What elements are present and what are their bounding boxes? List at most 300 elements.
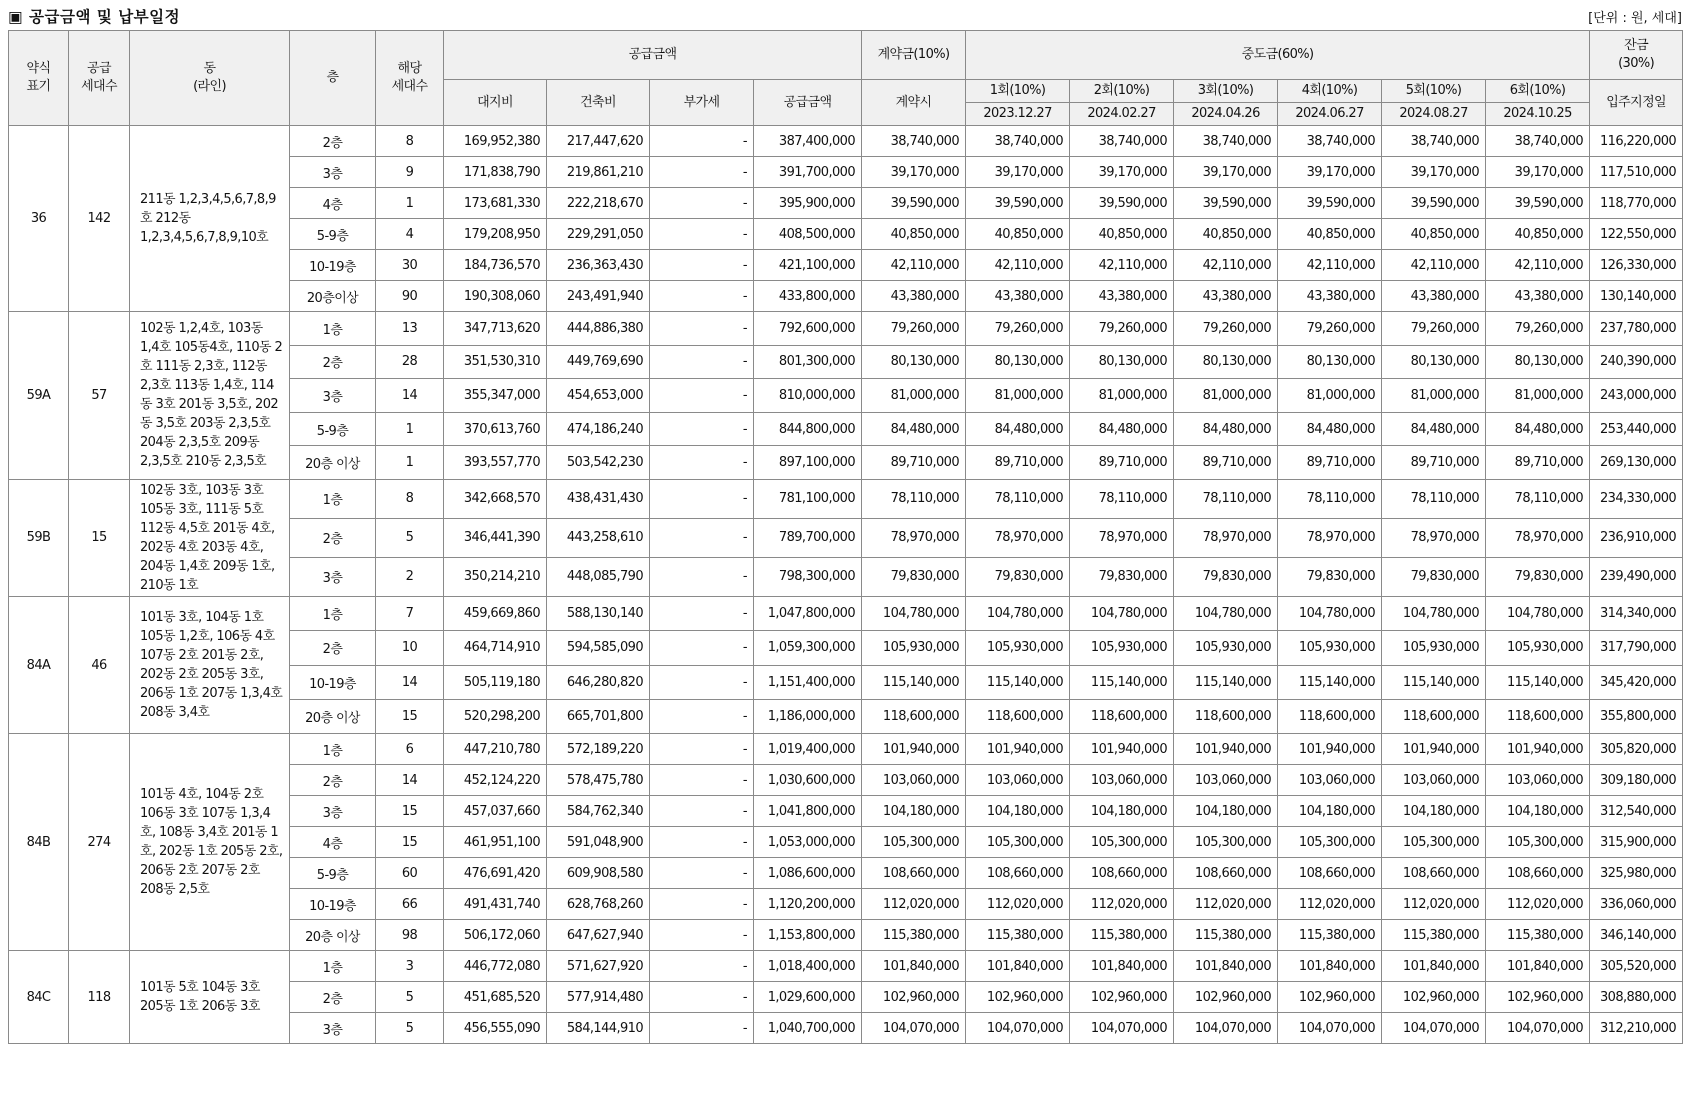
cell-interim-6: 43,380,000 [1486, 281, 1590, 312]
cell-interim-6: 81,000,000 [1486, 379, 1590, 413]
cell-land: 173,681,330 [444, 188, 547, 219]
cell-dong: 102동 3호, 103동 3호 105동 3호, 111동 5호 112동 4,5호 201동 4호, 202동 4호 203동 4호, 204동 1,4호 209동 1호, 210동 1호 [130, 479, 290, 596]
cell-deposit: 84,480,000 [862, 412, 966, 446]
cell-vat: - [650, 250, 754, 281]
col-interim-5-date: 2024.08.27 [1382, 103, 1486, 126]
cell-vat: - [650, 631, 754, 665]
cell-building: 222,218,670 [547, 188, 650, 219]
cell-vat: - [650, 982, 754, 1013]
cell-supply-total: 433,800,000 [754, 281, 862, 312]
cell-building: 584,762,340 [547, 796, 650, 827]
cell-deposit: 78,110,000 [862, 479, 966, 518]
col-interim-6: 6회(10%) [1486, 80, 1590, 103]
cell-floor: 4층 [290, 827, 376, 858]
cell-units: 4 [376, 219, 444, 250]
cell-building: 236,363,430 [547, 250, 650, 281]
cell-deposit: 101,840,000 [862, 951, 966, 982]
cell-land: 447,210,780 [444, 734, 547, 765]
cell-interim-6: 89,710,000 [1486, 446, 1590, 480]
cell-balance: 309,180,000 [1590, 765, 1683, 796]
cell-interim-2: 115,140,000 [1070, 665, 1174, 699]
cell-households: 46 [69, 596, 130, 733]
col-interim: 중도금(60%) [966, 31, 1590, 80]
cell-supply-total: 801,300,000 [754, 345, 862, 379]
cell-units: 6 [376, 734, 444, 765]
cell-interim-2: 84,480,000 [1070, 412, 1174, 446]
cell-deposit: 89,710,000 [862, 446, 966, 480]
cell-interim-2: 115,380,000 [1070, 920, 1174, 951]
cell-interim-2: 104,780,000 [1070, 596, 1174, 630]
cell-interim-3: 84,480,000 [1174, 412, 1278, 446]
cell-land: 461,951,100 [444, 827, 547, 858]
cell-vat: - [650, 1013, 754, 1044]
col-land: 대지비 [444, 80, 547, 126]
cell-interim-2: 39,590,000 [1070, 188, 1174, 219]
cell-interim-4: 104,780,000 [1278, 596, 1382, 630]
cell-deposit: 43,380,000 [862, 281, 966, 312]
cell-interim-3: 105,930,000 [1174, 631, 1278, 665]
cell-interim-4: 104,070,000 [1278, 1013, 1382, 1044]
cell-units: 2 [376, 557, 444, 596]
cell-supply-total: 1,186,000,000 [754, 699, 862, 733]
cell-interim-6: 84,480,000 [1486, 412, 1590, 446]
cell-interim-4: 78,110,000 [1278, 479, 1382, 518]
cell-interim-2: 80,130,000 [1070, 345, 1174, 379]
cell-balance: 253,440,000 [1590, 412, 1683, 446]
col-interim-2-date: 2024.02.27 [1070, 103, 1174, 126]
cell-interim-4: 38,740,000 [1278, 126, 1382, 157]
cell-interim-3: 78,970,000 [1174, 518, 1278, 557]
cell-floor: 20층 이상 [290, 920, 376, 951]
cell-interim-3: 81,000,000 [1174, 379, 1278, 413]
cell-balance: 116,220,000 [1590, 126, 1683, 157]
cell-land: 342,668,570 [444, 479, 547, 518]
cell-dong: 211동 1,2,3,4,5,6,7,8,9호 212동 1,2,3,4,5,6,7,8,9,10호 [130, 126, 290, 312]
cell-interim-6: 39,590,000 [1486, 188, 1590, 219]
cell-units: 8 [376, 126, 444, 157]
cell-interim-3: 79,830,000 [1174, 557, 1278, 596]
cell-units: 3 [376, 951, 444, 982]
cell-units: 13 [376, 312, 444, 346]
cell-supply-total: 798,300,000 [754, 557, 862, 596]
cell-interim-3: 39,590,000 [1174, 188, 1278, 219]
col-interim-4-date: 2024.06.27 [1278, 103, 1382, 126]
cell-interim-4: 42,110,000 [1278, 250, 1382, 281]
cell-building: 609,908,580 [547, 858, 650, 889]
cell-building: 503,542,230 [547, 446, 650, 480]
cell-units: 1 [376, 412, 444, 446]
cell-deposit: 79,260,000 [862, 312, 966, 346]
cell-interim-6: 102,960,000 [1486, 982, 1590, 1013]
cell-interim-5: 104,070,000 [1382, 1013, 1486, 1044]
cell-floor: 2층 [290, 631, 376, 665]
cell-interim-2: 78,970,000 [1070, 518, 1174, 557]
cell-balance: 117,510,000 [1590, 157, 1683, 188]
cell-interim-3: 105,300,000 [1174, 827, 1278, 858]
cell-supply-total: 897,100,000 [754, 446, 862, 480]
cell-land: 451,685,520 [444, 982, 547, 1013]
cell-land: 351,530,310 [444, 345, 547, 379]
cell-building: 572,189,220 [547, 734, 650, 765]
cell-vat: - [650, 219, 754, 250]
cell-balance: 312,540,000 [1590, 796, 1683, 827]
cell-floor: 3층 [290, 1013, 376, 1044]
cell-deposit: 39,170,000 [862, 157, 966, 188]
cell-interim-6: 112,020,000 [1486, 889, 1590, 920]
cell-interim-3: 89,710,000 [1174, 446, 1278, 480]
cell-interim-2: 101,940,000 [1070, 734, 1174, 765]
unit-note: [단위 : 원, 세대] [1588, 11, 1682, 26]
cell-vat: - [650, 312, 754, 346]
cell-floor: 2층 [290, 765, 376, 796]
cell-units: 5 [376, 1013, 444, 1044]
cell-floor: 10-19층 [290, 665, 376, 699]
cell-floor: 20층 이상 [290, 699, 376, 733]
cell-units: 30 [376, 250, 444, 281]
cell-building: 448,085,790 [547, 557, 650, 596]
cell-interim-4: 79,260,000 [1278, 312, 1382, 346]
cell-units: 98 [376, 920, 444, 951]
cell-units: 15 [376, 796, 444, 827]
page-title: ▣ 공급금액 및 납부일정 [8, 8, 181, 26]
table-row [9, 734, 1683, 765]
cell-land: 476,691,420 [444, 858, 547, 889]
cell-building: 646,280,820 [547, 665, 650, 699]
cell-land: 179,208,950 [444, 219, 547, 250]
cell-vat: - [650, 765, 754, 796]
cell-floor: 20층 이상 [290, 446, 376, 480]
cell-supply-total: 1,040,700,000 [754, 1013, 862, 1044]
cell-land: 347,713,620 [444, 312, 547, 346]
cell-units: 5 [376, 518, 444, 557]
cell-deposit: 108,660,000 [862, 858, 966, 889]
col-floor: 층 [290, 31, 376, 126]
cell-floor: 3층 [290, 157, 376, 188]
cell-interim-5: 101,940,000 [1382, 734, 1486, 765]
cell-supply-total: 1,153,800,000 [754, 920, 862, 951]
cell-vat: - [650, 596, 754, 630]
cell-land: 370,613,760 [444, 412, 547, 446]
cell-interim-2: 118,600,000 [1070, 699, 1174, 733]
cell-interim-3: 103,060,000 [1174, 765, 1278, 796]
cell-interim-3: 38,740,000 [1174, 126, 1278, 157]
cell-floor: 2층 [290, 518, 376, 557]
cell-interim-4: 115,380,000 [1278, 920, 1382, 951]
cell-interim-1: 40,850,000 [966, 219, 1070, 250]
cell-deposit: 118,600,000 [862, 699, 966, 733]
cell-supply-total: 1,019,400,000 [754, 734, 862, 765]
cell-deposit: 102,960,000 [862, 982, 966, 1013]
cell-interim-3: 104,070,000 [1174, 1013, 1278, 1044]
cell-interim-6: 80,130,000 [1486, 345, 1590, 379]
cell-land: 456,555,090 [444, 1013, 547, 1044]
cell-interim-4: 89,710,000 [1278, 446, 1382, 480]
cell-interim-3: 102,960,000 [1174, 982, 1278, 1013]
col-building: 건축비 [547, 80, 650, 126]
cell-balance: 314,340,000 [1590, 596, 1683, 630]
cell-interim-4: 39,170,000 [1278, 157, 1382, 188]
cell-interim-1: 104,780,000 [966, 596, 1070, 630]
cell-interim-6: 103,060,000 [1486, 765, 1590, 796]
cell-interim-5: 103,060,000 [1382, 765, 1486, 796]
cell-interim-4: 102,960,000 [1278, 982, 1382, 1013]
cell-interim-3: 104,780,000 [1174, 596, 1278, 630]
cell-vat: - [650, 734, 754, 765]
cell-land: 459,669,860 [444, 596, 547, 630]
cell-interim-1: 78,970,000 [966, 518, 1070, 557]
cell-interim-2: 43,380,000 [1070, 281, 1174, 312]
cell-floor: 10-19층 [290, 250, 376, 281]
cell-supply-total: 844,800,000 [754, 412, 862, 446]
cell-interim-1: 115,140,000 [966, 665, 1070, 699]
cell-units: 1 [376, 446, 444, 480]
cell-interim-3: 43,380,000 [1174, 281, 1278, 312]
cell-balance: 308,880,000 [1590, 982, 1683, 1013]
cell-floor: 5-9층 [290, 412, 376, 446]
cell-interim-5: 40,850,000 [1382, 219, 1486, 250]
cell-interim-2: 78,110,000 [1070, 479, 1174, 518]
cell-households: 118 [69, 951, 130, 1044]
cell-dong: 101동 5호 104동 3호 205동 1호 206동 3호 [130, 951, 290, 1044]
cell-interim-5: 105,930,000 [1382, 631, 1486, 665]
cell-interim-6: 115,140,000 [1486, 665, 1590, 699]
cell-units: 1 [376, 188, 444, 219]
cell-building: 628,768,260 [547, 889, 650, 920]
cell-land: 452,124,220 [444, 765, 547, 796]
cell-building: 229,291,050 [547, 219, 650, 250]
cell-units: 14 [376, 379, 444, 413]
cell-interim-1: 115,380,000 [966, 920, 1070, 951]
cell-interim-5: 78,970,000 [1382, 518, 1486, 557]
cell-units: 28 [376, 345, 444, 379]
cell-interim-5: 42,110,000 [1382, 250, 1486, 281]
cell-interim-6: 104,780,000 [1486, 596, 1590, 630]
cell-building: 647,627,940 [547, 920, 650, 951]
cell-building: 454,653,000 [547, 379, 650, 413]
col-dong: 동 (라인) [130, 31, 290, 126]
cell-interim-6: 105,300,000 [1486, 827, 1590, 858]
title-bar [8, 2, 1682, 28]
cell-supply-total: 1,151,400,000 [754, 665, 862, 699]
cell-interim-1: 102,960,000 [966, 982, 1070, 1013]
cell-units: 66 [376, 889, 444, 920]
cell-vat: - [650, 951, 754, 982]
cell-floor: 10-19층 [290, 889, 376, 920]
cell-interim-1: 80,130,000 [966, 345, 1070, 379]
cell-supply-total: 387,400,000 [754, 126, 862, 157]
cell-supply-total: 789,700,000 [754, 518, 862, 557]
cell-interim-3: 108,660,000 [1174, 858, 1278, 889]
cell-deposit: 80,130,000 [862, 345, 966, 379]
cell-interim-2: 39,170,000 [1070, 157, 1174, 188]
cell-interim-6: 118,600,000 [1486, 699, 1590, 733]
cell-interim-4: 78,970,000 [1278, 518, 1382, 557]
cell-interim-6: 79,260,000 [1486, 312, 1590, 346]
cell-deposit: 42,110,000 [862, 250, 966, 281]
cell-interim-6: 101,940,000 [1486, 734, 1590, 765]
cell-interim-4: 39,590,000 [1278, 188, 1382, 219]
cell-vat: - [650, 379, 754, 413]
cell-vat: - [650, 827, 754, 858]
cell-interim-2: 81,000,000 [1070, 379, 1174, 413]
cell-floor: 1층 [290, 596, 376, 630]
cell-supply-total: 781,100,000 [754, 479, 862, 518]
cell-deposit: 40,850,000 [862, 219, 966, 250]
cell-floor: 2층 [290, 126, 376, 157]
cell-interim-1: 39,170,000 [966, 157, 1070, 188]
cell-interim-2: 40,850,000 [1070, 219, 1174, 250]
cell-balance: 118,770,000 [1590, 188, 1683, 219]
cell-interim-3: 80,130,000 [1174, 345, 1278, 379]
cell-interim-6: 78,110,000 [1486, 479, 1590, 518]
cell-interim-2: 112,020,000 [1070, 889, 1174, 920]
cell-interim-3: 78,110,000 [1174, 479, 1278, 518]
cell-balance: 234,330,000 [1590, 479, 1683, 518]
cell-units: 8 [376, 479, 444, 518]
cell-interim-4: 104,180,000 [1278, 796, 1382, 827]
cell-interim-2: 104,070,000 [1070, 1013, 1174, 1044]
table-body [9, 126, 1683, 1044]
cell-vat: - [650, 157, 754, 188]
cell-land: 184,736,570 [444, 250, 547, 281]
cell-interim-2: 42,110,000 [1070, 250, 1174, 281]
col-type: 약식 표기 [9, 31, 69, 126]
cell-interim-2: 102,960,000 [1070, 982, 1174, 1013]
cell-households: 274 [69, 734, 130, 951]
cell-deposit: 105,930,000 [862, 631, 966, 665]
cell-floor: 1층 [290, 951, 376, 982]
col-interim-6-date: 2024.10.25 [1486, 103, 1590, 126]
cell-building: 588,130,140 [547, 596, 650, 630]
cell-interim-5: 108,660,000 [1382, 858, 1486, 889]
cell-building: 219,861,210 [547, 157, 650, 188]
cell-floor: 5-9층 [290, 858, 376, 889]
cell-interim-4: 112,020,000 [1278, 889, 1382, 920]
cell-supply-total: 395,900,000 [754, 188, 862, 219]
cell-balance: 239,490,000 [1590, 557, 1683, 596]
cell-interim-1: 78,110,000 [966, 479, 1070, 518]
cell-supply-total: 1,030,600,000 [754, 765, 862, 796]
cell-supply-total: 1,086,600,000 [754, 858, 862, 889]
cell-households: 15 [69, 479, 130, 596]
cell-interim-5: 105,300,000 [1382, 827, 1486, 858]
cell-supply-total: 1,018,400,000 [754, 951, 862, 982]
cell-supply-total: 792,600,000 [754, 312, 862, 346]
cell-interim-3: 115,380,000 [1174, 920, 1278, 951]
cell-interim-6: 108,660,000 [1486, 858, 1590, 889]
cell-floor: 2층 [290, 982, 376, 1013]
cell-vat: - [650, 345, 754, 379]
cell-type: 59A [9, 312, 69, 480]
cell-units: 5 [376, 982, 444, 1013]
cell-building: 243,491,940 [547, 281, 650, 312]
cell-vat: - [650, 858, 754, 889]
table-row [9, 951, 1683, 982]
cell-interim-1: 104,180,000 [966, 796, 1070, 827]
cell-interim-6: 39,170,000 [1486, 157, 1590, 188]
cell-interim-5: 84,480,000 [1382, 412, 1486, 446]
cell-interim-5: 104,180,000 [1382, 796, 1486, 827]
cell-deposit: 81,000,000 [862, 379, 966, 413]
col-interim-2: 2회(10%) [1070, 80, 1174, 103]
cell-interim-3: 118,600,000 [1174, 699, 1278, 733]
cell-building: 584,144,910 [547, 1013, 650, 1044]
cell-interim-1: 108,660,000 [966, 858, 1070, 889]
cell-interim-4: 108,660,000 [1278, 858, 1382, 889]
cell-vat: - [650, 446, 754, 480]
cell-balance: 317,790,000 [1590, 631, 1683, 665]
cell-vat: - [650, 665, 754, 699]
cell-dong: 101동 4호, 104동 2호 106동 3호 107동 1,3,4호, 108동 3,4호 201동 1호, 202동 1호 205동 2호, 206동 2호 207동 2호 208동 2,5호 [130, 734, 290, 951]
cell-interim-3: 42,110,000 [1174, 250, 1278, 281]
cell-vat: - [650, 920, 754, 951]
cell-balance: 315,900,000 [1590, 827, 1683, 858]
cell-supply-total: 1,120,200,000 [754, 889, 862, 920]
table-row [9, 479, 1683, 518]
cell-floor: 2층 [290, 345, 376, 379]
cell-floor: 3층 [290, 379, 376, 413]
col-supply-total: 공급금액 [754, 80, 862, 126]
cell-floor: 1층 [290, 734, 376, 765]
cell-balance: 237,780,000 [1590, 312, 1683, 346]
cell-deposit: 103,060,000 [862, 765, 966, 796]
cell-interim-5: 81,000,000 [1382, 379, 1486, 413]
cell-dong: 101동 3호, 104동 1호 105동 1,2호, 106동 4호 107동 2호 201동 2호, 202동 2호 205동 3호, 206동 1호 207동 1,3,4호 208동 3,4호 [130, 596, 290, 733]
cell-units: 7 [376, 596, 444, 630]
cell-interim-1: 39,590,000 [966, 188, 1070, 219]
cell-interim-4: 79,830,000 [1278, 557, 1382, 596]
table-row [9, 596, 1683, 630]
col-interim-1-date: 2023.12.27 [966, 103, 1070, 126]
cell-deposit: 105,300,000 [862, 827, 966, 858]
cell-interim-1: 84,480,000 [966, 412, 1070, 446]
col-units: 해당 세대수 [376, 31, 444, 126]
cell-balance: 305,520,000 [1590, 951, 1683, 982]
cell-interim-5: 80,130,000 [1382, 345, 1486, 379]
cell-units: 15 [376, 827, 444, 858]
cell-type: 36 [9, 126, 69, 312]
cell-building: 591,048,900 [547, 827, 650, 858]
col-balance: 잔금 (30%) [1590, 31, 1683, 80]
col-interim-1: 1회(10%) [966, 80, 1070, 103]
cell-building: 444,886,380 [547, 312, 650, 346]
cell-supply-total: 1,053,000,000 [754, 827, 862, 858]
cell-deposit: 104,780,000 [862, 596, 966, 630]
cell-balance: 325,980,000 [1590, 858, 1683, 889]
cell-deposit: 38,740,000 [862, 126, 966, 157]
col-interim-3: 3회(10%) [1174, 80, 1278, 103]
cell-interim-5: 39,590,000 [1382, 188, 1486, 219]
cell-floor: 3층 [290, 796, 376, 827]
cell-interim-5: 118,600,000 [1382, 699, 1486, 733]
cell-balance: 346,140,000 [1590, 920, 1683, 951]
col-interim-3-date: 2024.04.26 [1174, 103, 1278, 126]
cell-interim-4: 84,480,000 [1278, 412, 1382, 446]
cell-vat: - [650, 889, 754, 920]
cell-interim-1: 118,600,000 [966, 699, 1070, 733]
cell-supply-total: 1,059,300,000 [754, 631, 862, 665]
cell-interim-2: 101,840,000 [1070, 951, 1174, 982]
cell-interim-4: 101,840,000 [1278, 951, 1382, 982]
cell-interim-5: 89,710,000 [1382, 446, 1486, 480]
cell-interim-4: 80,130,000 [1278, 345, 1382, 379]
cell-type: 59B [9, 479, 69, 596]
cell-balance: 305,820,000 [1590, 734, 1683, 765]
cell-deposit: 101,940,000 [862, 734, 966, 765]
cell-interim-4: 115,140,000 [1278, 665, 1382, 699]
cell-interim-5: 102,960,000 [1382, 982, 1486, 1013]
cell-balance: 336,060,000 [1590, 889, 1683, 920]
